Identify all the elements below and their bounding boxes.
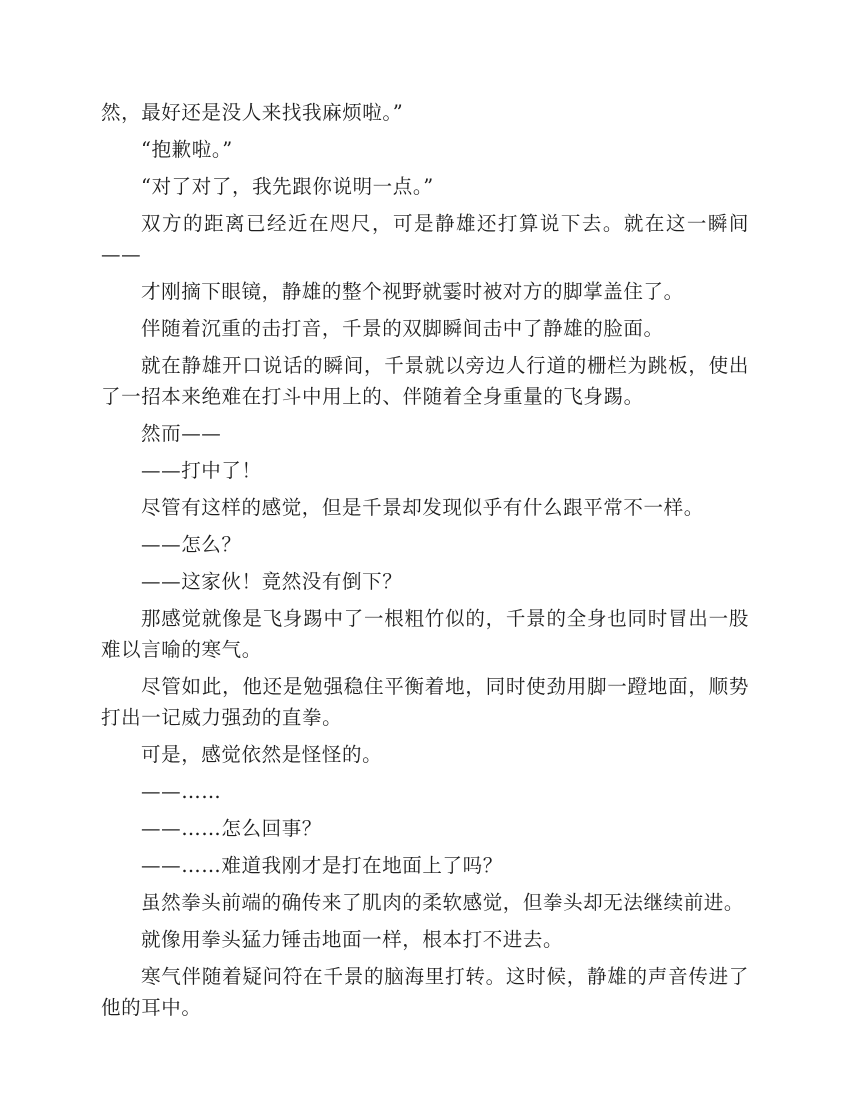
paragraph: ——……怎么回事？ <box>141 817 322 840</box>
paragraph: ——……难道我刚才是打在地面上了吗？ <box>141 854 503 877</box>
paragraph: ——…… <box>141 780 222 803</box>
paragraph: ——这家伙！竟然没有倒下？ <box>141 570 403 593</box>
paragraph: 然而—— <box>141 422 222 445</box>
paragraph: 可是，感觉依然是怪怪的。 <box>141 743 383 766</box>
paragraph: 虽然拳头前端的确传来了肌肉的柔软感觉，但拳头却无法继续前进。 <box>141 891 745 914</box>
paragraph: 双方的距离已经近在咫尺，可是静雄还打算说下去。就在这一瞬间—— <box>101 212 749 266</box>
paragraph: 那感觉就像是飞身踢中了一根粗竹似的，千景的全身也同时冒出一股难以言喻的寒气。 <box>101 607 749 661</box>
paragraph: ——打中了！ <box>141 459 262 482</box>
paragraph: 伴随着沉重的击打音，千景的双脚瞬间击中了静雄的脸面。 <box>141 317 664 340</box>
paragraph: 尽管如此，他还是勉强稳住平衡着地，同时使劲用脚一蹬地面，顺势打出一记威力强劲的直拳。 <box>101 675 749 729</box>
paragraph: “对了对了，我先跟你说明一点。” <box>141 175 434 198</box>
paragraph: 然，最好还是没人来找我麻烦啦。” <box>101 101 404 124</box>
paragraph: 尽管有这样的感觉，但是千景却发现似乎有什么跟平常不一样。 <box>141 496 704 519</box>
paragraph: 就像用拳头猛力锤击地面一样，根本打不进去。 <box>141 928 564 951</box>
paragraph: “抱歉啦。” <box>141 138 233 161</box>
paragraph: 寒气伴随着疑问符在千景的脑海里打转。这时候，静雄的声音传进了他的耳中。 <box>101 965 749 1019</box>
paragraph: 就在静雄开口说话的瞬间，千景就以旁边人行道的栅栏为跳板，使出了一招本来绝难在打斗中用上的、伴随着全身重量的飞身踢。 <box>101 354 749 408</box>
paragraph: ——怎么？ <box>141 533 242 556</box>
document-page <box>101 97 749 1029</box>
paragraph: 才刚摘下眼镜，静雄的整个视野就霎时被对方的脚掌盖住了。 <box>141 280 684 303</box>
